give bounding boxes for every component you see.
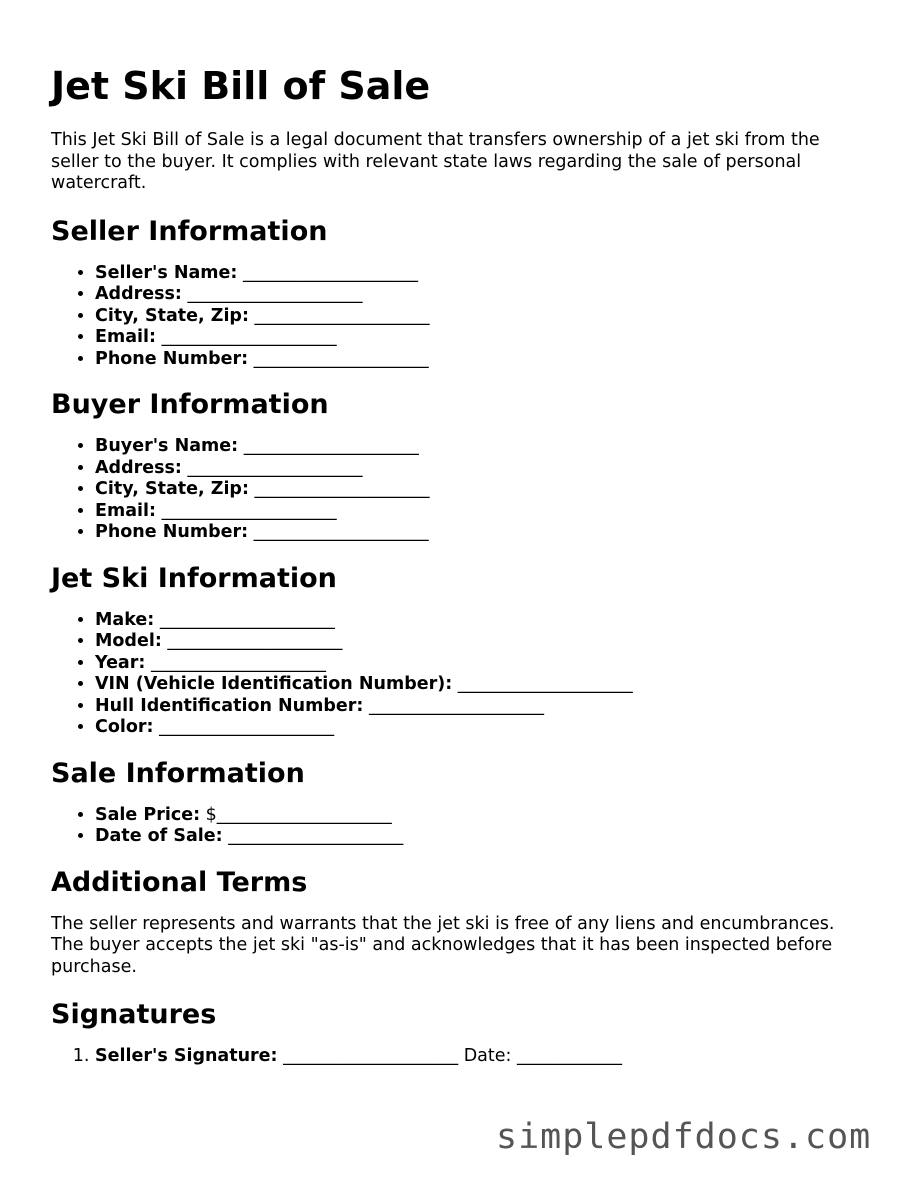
field-label: VIN (Vehicle Identification Number):: [95, 674, 453, 694]
field-label: Address:: [95, 284, 182, 304]
signatures-heading: Signatures: [51, 999, 217, 1030]
field-blank[interactable]: ____________________: [161, 631, 343, 651]
field-blank[interactable]: ____________________: [222, 826, 404, 846]
signature-list: [51, 1046, 871, 1068]
field-blank[interactable]: ____________________: [248, 348, 429, 369]
hull-id-field: [95, 696, 871, 718]
field-blank[interactable]: ____________________ Date: ____________: [277, 1046, 622, 1066]
field-label: Color:: [95, 717, 154, 737]
field-label: Email:: [95, 500, 156, 521]
document-title: Jet Ski Bill of Sale: [51, 64, 431, 108]
buyer-city-state-zip-field: [95, 479, 871, 501]
buyer-email-field: [95, 501, 871, 523]
field-blank[interactable]: ____________________: [238, 436, 419, 456]
field-blank[interactable]: $____________________: [200, 804, 392, 825]
field-label: Year:: [95, 652, 146, 673]
field-blank[interactable]: ____________________: [154, 609, 335, 630]
make-field: [95, 610, 871, 632]
field-blank[interactable]: ____________________: [248, 479, 430, 499]
sale-price-field: [95, 805, 871, 827]
field-blank[interactable]: ____________________: [452, 674, 633, 694]
field-label: Buyer's Name:: [95, 436, 239, 456]
field-label: Sale Price:: [95, 804, 201, 825]
date-of-sale-field: [95, 826, 871, 848]
terms-heading: Additional Terms: [51, 866, 308, 898]
seller-city-state-zip-field: [95, 306, 871, 328]
field-label: Address:: [95, 457, 182, 478]
field-blank[interactable]: ____________________: [156, 327, 337, 347]
field-label: Phone Number:: [95, 348, 249, 369]
field-label: Model:: [95, 631, 162, 651]
seller-phone-field: [95, 349, 871, 371]
field-blank[interactable]: ____________________: [145, 652, 326, 673]
field-label: Seller's Signature:: [95, 1046, 278, 1066]
field-label: City, State, Zip:: [95, 479, 249, 499]
jetski-heading: Jet Ski Information: [51, 562, 337, 594]
intro-paragraph: This Jet Ski Bill of Sale is a legal document that transfers ownership of a jet ski from the seller to the buyer. It complies with relevant state laws regarding the sale of personal watercraft.: [51, 130, 820, 193]
field-label: Date of Sale:: [95, 826, 223, 846]
seller-heading: Seller Information: [51, 215, 328, 247]
field-label: Hull Identification Number:: [95, 695, 364, 716]
seller-name-field: [95, 263, 871, 285]
field-blank[interactable]: ____________________: [248, 305, 430, 326]
model-field: [95, 631, 871, 653]
buyer-heading: Buyer Information: [51, 389, 329, 420]
field-blank[interactable]: ____________________: [181, 457, 363, 478]
document-page: [51, 62, 871, 1086]
buyer-fields: [51, 436, 871, 544]
year-field: [95, 653, 871, 675]
sale-fields: [51, 805, 871, 848]
vin-field: [95, 674, 871, 696]
field-label: Phone Number:: [95, 522, 249, 542]
buyer-name-field: [95, 436, 871, 458]
buyer-address-field: [95, 458, 871, 480]
seller-address-field: [95, 284, 871, 306]
field-label: Make:: [95, 609, 155, 630]
field-blank[interactable]: ____________________: [237, 262, 418, 283]
seller-email-field: [95, 327, 871, 349]
seller-fields: [51, 263, 871, 371]
field-label: City, State, Zip:: [95, 305, 249, 326]
field-blank[interactable]: ____________________: [153, 717, 335, 737]
color-field: [95, 717, 871, 739]
terms-paragraph: The seller represents and warrants that the jet ski is free of any liens and encumbrances. The buyer accepts the jet ski "as-is" and acknowledges that it has been inspected before purchase.: [51, 913, 835, 977]
watermark: simplepdfdocs.com: [496, 1117, 872, 1157]
field-blank[interactable]: ____________________: [181, 284, 363, 304]
jetski-fields: [51, 610, 871, 739]
field-blank[interactable]: ____________________: [156, 500, 337, 521]
field-blank[interactable]: ____________________: [248, 522, 429, 542]
buyer-phone-field: [95, 522, 871, 544]
seller-signature-field: [95, 1046, 871, 1068]
field-label: Email:: [95, 327, 156, 347]
field-label: Seller's Name:: [95, 262, 238, 283]
sale-heading: Sale Information: [51, 757, 305, 789]
field-blank[interactable]: ____________________: [363, 695, 544, 716]
